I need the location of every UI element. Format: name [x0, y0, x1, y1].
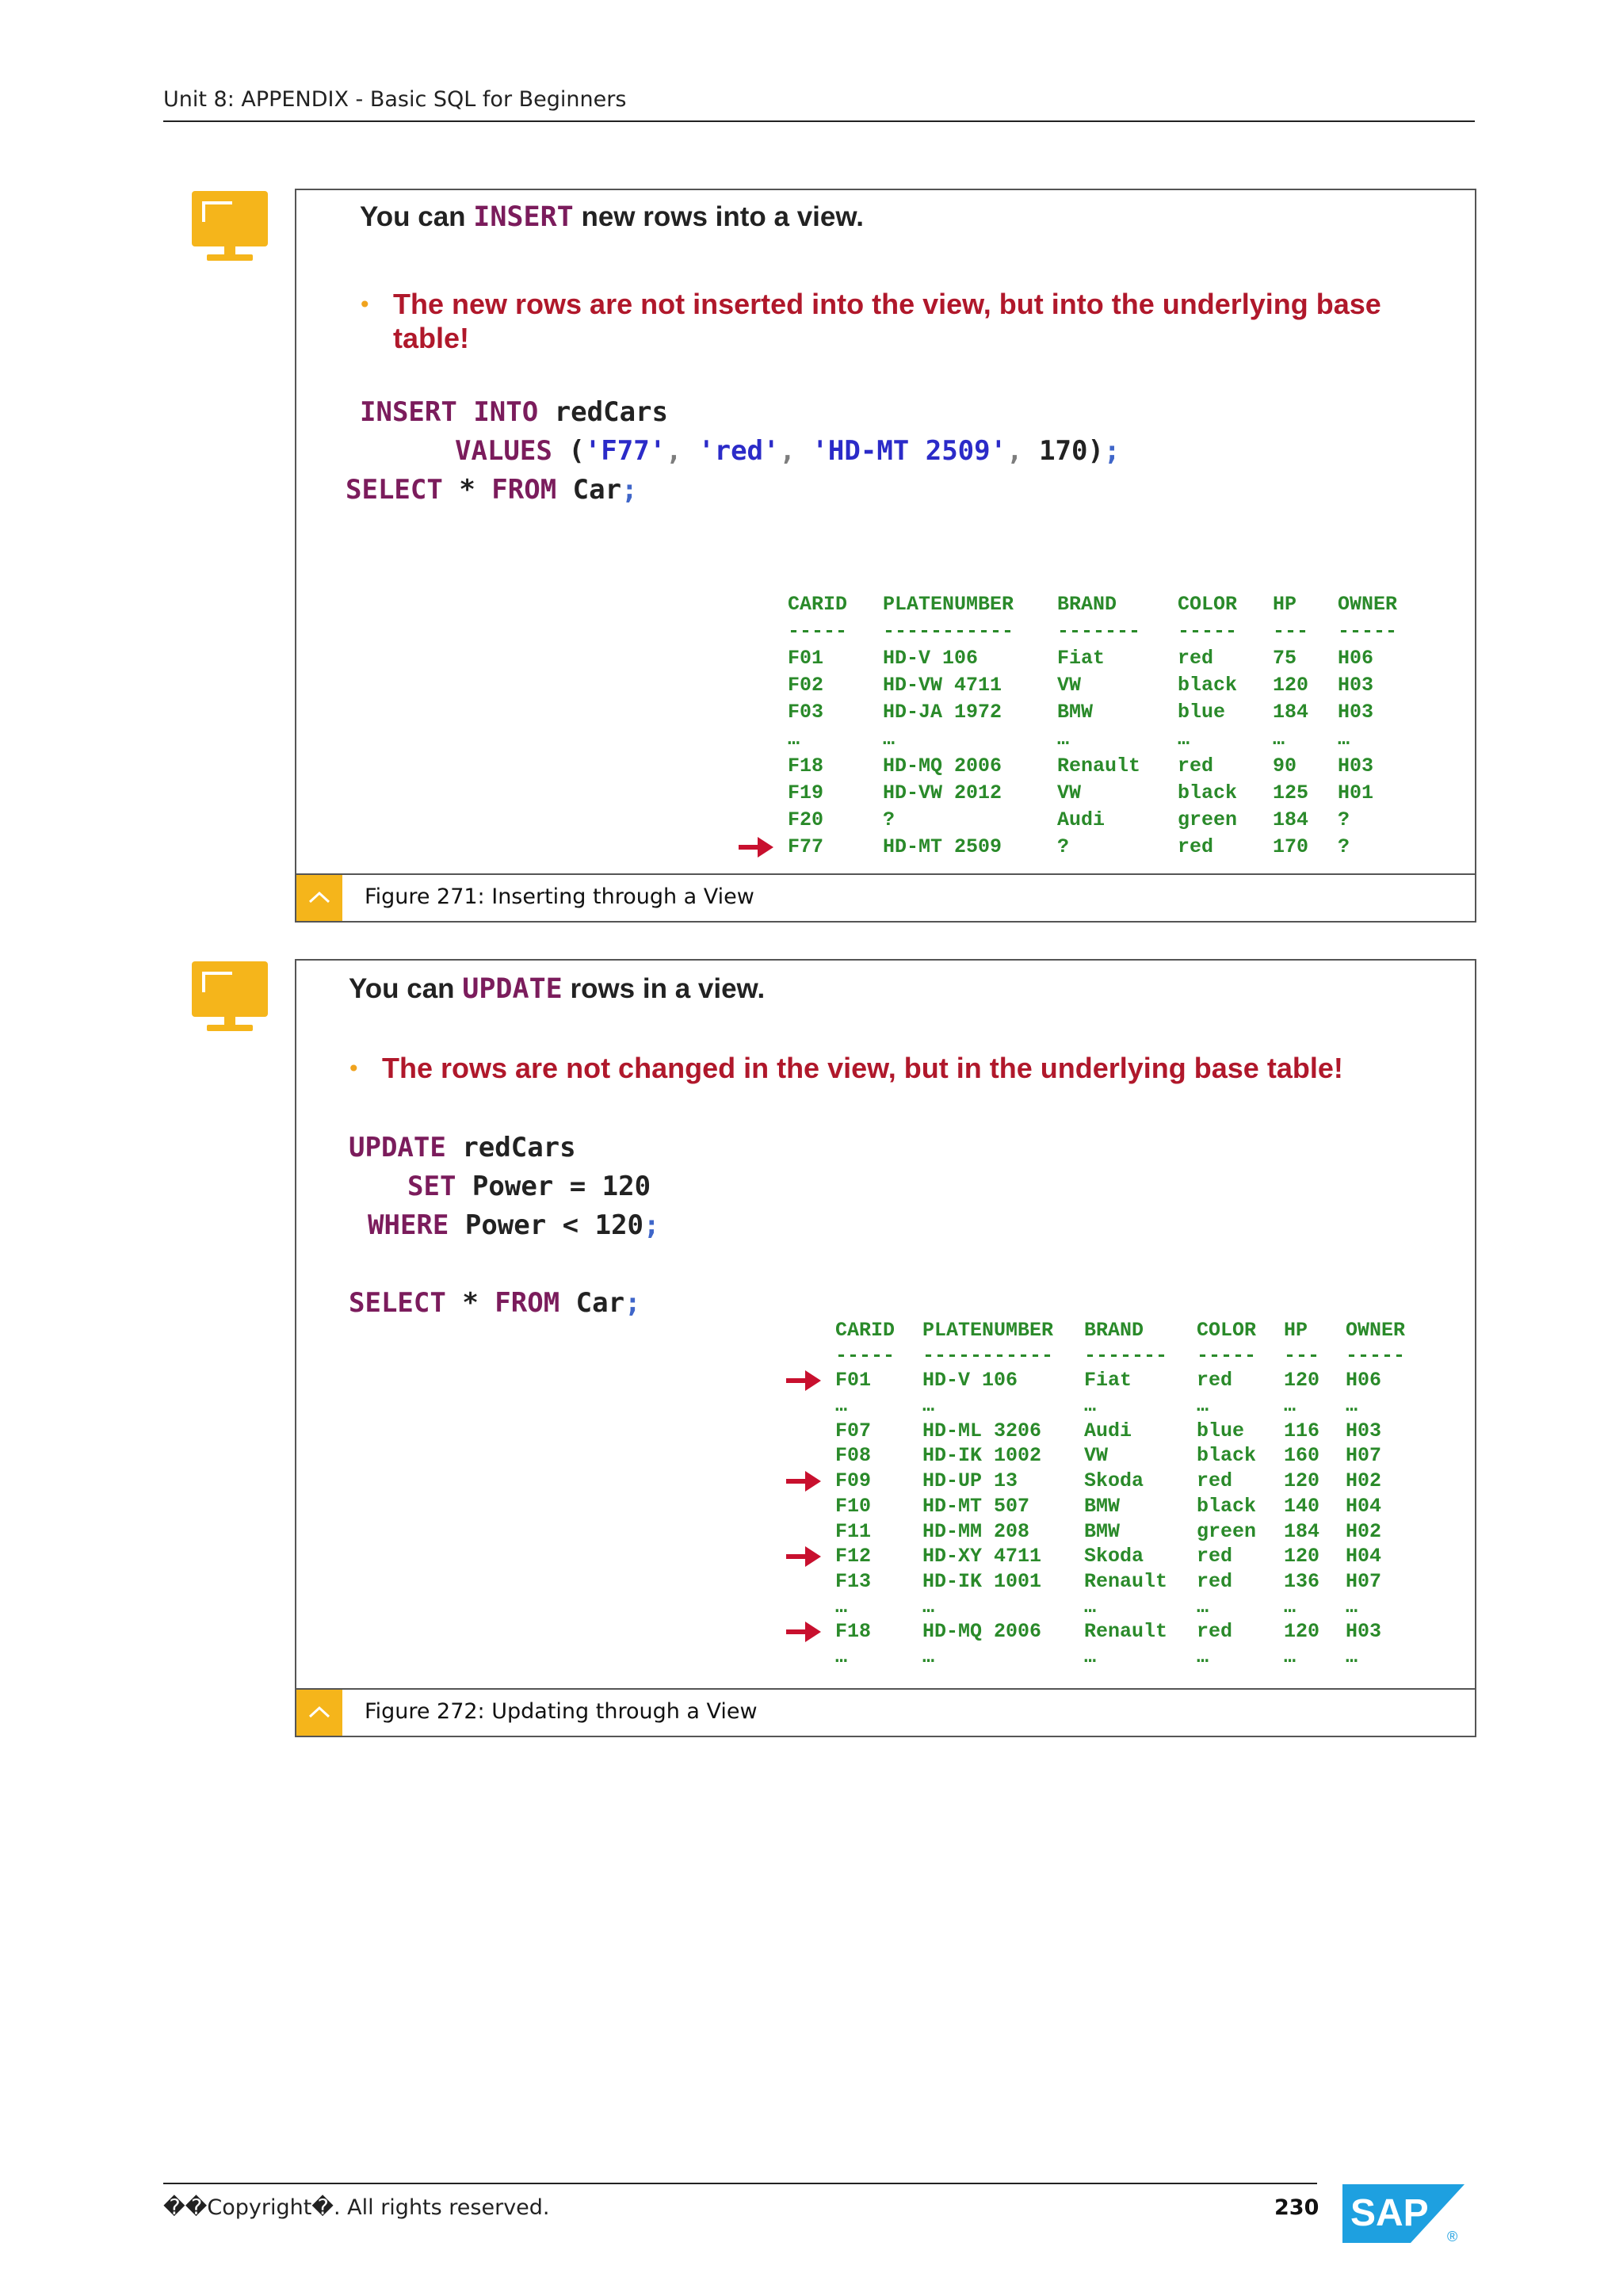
column-header: OWNER	[1338, 593, 1398, 616]
table-cell: -------	[1084, 1343, 1168, 1367]
table-cell: …	[1197, 1595, 1209, 1618]
heading-text: rows in a view.	[570, 973, 766, 1004]
chevron-up-icon	[307, 1703, 331, 1721]
sql-expression: Power < 120	[464, 1209, 644, 1241]
table-cell: BMW	[1084, 1494, 1121, 1518]
figure-caption: Figure 271: Inserting through a View	[365, 884, 754, 909]
table-cell: …	[1057, 728, 1070, 751]
table-cell: -----	[1338, 620, 1398, 643]
table-cell: HD-VW 4711	[883, 674, 1002, 697]
table-cell: …	[835, 1394, 848, 1418]
table-cell: F20	[788, 808, 824, 831]
table-cell: red	[1197, 1469, 1233, 1493]
presentation-screen-icon	[192, 191, 268, 261]
table-cell: F01	[835, 1369, 872, 1392]
column-header: HP	[1273, 593, 1297, 616]
figure-271	[295, 189, 1476, 923]
column-header: CARID	[788, 593, 848, 616]
sql-string: 'F77'	[584, 435, 666, 467]
table-cell: ?	[1057, 835, 1070, 858]
table-cell: H07	[1346, 1569, 1382, 1593]
collapse-button[interactable]	[296, 1690, 342, 1736]
table-cell: -----------	[922, 1343, 1054, 1367]
table-cell: 120	[1273, 674, 1309, 697]
sql-keyword: SET	[407, 1171, 456, 1202]
table-cell: …	[922, 1394, 935, 1418]
sql-identifier: Car	[572, 474, 622, 506]
table-cell: …	[1273, 728, 1285, 751]
table-cell: ?	[883, 808, 896, 831]
heading-keyword: INSERT	[473, 201, 574, 233]
table-cell: …	[1197, 1645, 1209, 1668]
table-cell: …	[1178, 728, 1190, 751]
header-rule	[163, 120, 1475, 122]
table-cell: H03	[1346, 1620, 1382, 1644]
table-cell: H03	[1338, 701, 1374, 724]
table-cell: HD-V 106	[883, 647, 979, 670]
table-cell: 160	[1284, 1444, 1320, 1468]
sql-string: 'red'	[698, 435, 780, 467]
figure-272	[295, 959, 1476, 1737]
table-cell: VW	[1084, 1444, 1109, 1468]
sql-keyword: INTO	[473, 396, 539, 428]
table-cell: H03	[1338, 755, 1374, 777]
table-cell: H03	[1346, 1419, 1382, 1442]
table-cell: …	[835, 1645, 848, 1668]
table-cell: HD-IK 1001	[922, 1569, 1042, 1593]
table-cell: ---	[1273, 620, 1309, 643]
table-cell: …	[1197, 1394, 1209, 1418]
table-cell: …	[1084, 1394, 1097, 1418]
table-cell: 184	[1273, 701, 1309, 724]
table-cell: -----	[1346, 1343, 1406, 1367]
heading-text: You can	[360, 201, 466, 232]
column-header: COLOR	[1178, 593, 1238, 616]
table-cell: red	[1197, 1545, 1233, 1568]
table-cell: HD-JA 1972	[883, 701, 1002, 724]
table-cell: 75	[1273, 647, 1297, 670]
sql-comma: ,	[779, 435, 796, 467]
table-cell: 125	[1273, 781, 1309, 804]
table-cell: Skoda	[1084, 1545, 1144, 1568]
sql-comma: ,	[666, 435, 682, 467]
sql-paren: (	[568, 435, 585, 467]
table-cell: F77	[788, 835, 824, 858]
sql-comma: ,	[1006, 435, 1023, 467]
slide-heading	[360, 201, 864, 233]
registered-mark: ®	[1447, 2229, 1458, 2243]
table-cell: red	[1178, 755, 1214, 777]
footer-rule	[163, 2183, 1317, 2184]
sql-keyword: FROM	[491, 474, 557, 506]
sql-identifier: redCars	[554, 396, 668, 428]
table-cell: …	[922, 1645, 935, 1668]
sql-star: *	[462, 1287, 479, 1319]
table-cell: 170	[1273, 835, 1309, 858]
table-cell: HD-MQ 2006	[883, 755, 1002, 777]
table-cell: red	[1197, 1569, 1233, 1593]
table-cell: 120	[1284, 1369, 1320, 1392]
table-cell: HD-ML 3206	[922, 1419, 1042, 1442]
table-cell: 120	[1284, 1620, 1320, 1644]
table-cell: F12	[835, 1545, 872, 1568]
table-cell: BMW	[1057, 701, 1094, 724]
table-cell: …	[883, 728, 896, 751]
table-cell: -----	[835, 1343, 896, 1367]
sql-values-line	[455, 432, 1120, 471]
table-cell: …	[1284, 1645, 1296, 1668]
table-cell: F18	[835, 1620, 872, 1644]
table-cell: Audi	[1057, 808, 1106, 831]
caption-bar	[296, 873, 1475, 921]
table-cell: 90	[1273, 755, 1297, 777]
table-cell: blue	[1178, 701, 1226, 724]
table-cell: F18	[788, 755, 824, 777]
column-header: COLOR	[1197, 1319, 1257, 1342]
caption-bar	[296, 1688, 1475, 1736]
table-cell: HD-V 106	[922, 1369, 1018, 1392]
row-arrow-icon	[786, 1369, 823, 1392]
table-cell: Fiat	[1084, 1369, 1132, 1392]
table-cell: F19	[788, 781, 824, 804]
table-cell: F09	[835, 1469, 872, 1493]
sql-keyword: FROM	[495, 1287, 560, 1319]
table-cell: HD-MT 2509	[883, 835, 1002, 858]
sql-star: *	[459, 474, 475, 506]
table-cell: F02	[788, 674, 824, 697]
table-cell: H06	[1338, 647, 1374, 670]
sql-select-line	[346, 471, 638, 510]
table-cell: F10	[835, 1494, 872, 1518]
table-cell: 136	[1284, 1569, 1320, 1593]
table-cell: H02	[1346, 1519, 1382, 1543]
slide-bullet: The new rows are not inserted into the view, but into the underlying base table!	[393, 288, 1381, 354]
table-cell: Renault	[1084, 1620, 1168, 1644]
heading-keyword: UPDATE	[462, 973, 563, 1005]
table-cell: H07	[1346, 1444, 1382, 1468]
sql-keyword: WHERE	[368, 1209, 449, 1241]
table-cell: 140	[1284, 1494, 1320, 1518]
table-cell: H02	[1346, 1469, 1382, 1493]
table-cell: -----	[1197, 1343, 1257, 1367]
table-cell: F07	[835, 1419, 872, 1442]
sql-semicolon: ;	[1103, 435, 1121, 467]
table-cell: HD-MQ 2006	[922, 1620, 1042, 1644]
sql-keyword: UPDATE	[349, 1132, 446, 1163]
table-cell: HD-VW 2012	[883, 781, 1002, 804]
table-cell: red	[1178, 835, 1214, 858]
table-cell: black	[1178, 674, 1238, 697]
sql-keyword: SELECT	[346, 474, 443, 506]
table-cell: 120	[1284, 1545, 1320, 1568]
sql-keyword: INSERT	[360, 396, 457, 428]
table-cell: 120	[1284, 1469, 1320, 1493]
sql-number: 170)	[1039, 435, 1104, 467]
sql-expression: Power = 120	[472, 1171, 651, 1202]
column-header: PLATENUMBER	[883, 593, 1014, 616]
table-cell: H03	[1338, 674, 1374, 697]
table-cell: HD-XY 4711	[922, 1545, 1042, 1568]
table-cell: black	[1178, 781, 1238, 804]
column-header: PLATENUMBER	[922, 1319, 1054, 1342]
table-cell: F03	[788, 701, 824, 724]
sql-keyword: SELECT	[349, 1287, 446, 1319]
table-cell: VW	[1057, 781, 1082, 804]
table-cell: 184	[1273, 808, 1309, 831]
column-header: CARID	[835, 1319, 896, 1342]
column-header: HP	[1284, 1319, 1308, 1342]
table-cell: HD-MM 208	[922, 1519, 1030, 1543]
table-cell: Renault	[1084, 1569, 1168, 1593]
table-cell: green	[1178, 808, 1238, 831]
table-cell: H04	[1346, 1545, 1382, 1568]
table-cell: 184	[1284, 1519, 1320, 1543]
row-arrow-icon	[786, 1469, 823, 1493]
figure-caption: Figure 272: Updating through a View	[365, 1699, 758, 1724]
table-cell: HD-IK 1002	[922, 1444, 1042, 1468]
heading-text: new rows into a view.	[581, 201, 865, 232]
table-cell: F08	[835, 1444, 872, 1468]
table-cell: …	[1084, 1645, 1097, 1668]
bullet-dot-icon: •	[347, 1056, 361, 1082]
slide-heading	[349, 973, 765, 1005]
table-cell: green	[1197, 1519, 1257, 1543]
table-cell: …	[788, 728, 800, 751]
sql-identifier: redCars	[462, 1132, 576, 1163]
table-cell: -----------	[883, 620, 1014, 643]
table-cell: VW	[1057, 674, 1082, 697]
slide-bullet: The rows are not changed in the view, but in the underlying base table!	[382, 1052, 1343, 1084]
row-arrow-icon	[739, 835, 775, 859]
table-cell: F11	[835, 1519, 872, 1543]
table-cell: ?	[1338, 808, 1350, 831]
slide-insert	[296, 190, 1475, 873]
sql-semicolon: ;	[621, 474, 638, 506]
table-cell: ---	[1284, 1343, 1320, 1367]
presentation-screen-icon	[192, 961, 268, 1031]
row-arrow-icon	[786, 1545, 823, 1568]
table-cell: Skoda	[1084, 1469, 1144, 1493]
table-cell: -----	[788, 620, 848, 643]
sql-where-line	[368, 1206, 660, 1245]
column-header: BRAND	[1084, 1319, 1144, 1342]
table-cell: …	[1346, 1645, 1358, 1668]
column-header: BRAND	[1057, 593, 1117, 616]
copyright-notice: ��Copyright�. All rights reserved.	[163, 2195, 550, 2220]
table-cell: H06	[1346, 1369, 1382, 1392]
sql-set-line	[407, 1167, 651, 1206]
table-cell: black	[1197, 1494, 1257, 1518]
table-cell: …	[1284, 1394, 1296, 1418]
table-cell: red	[1197, 1369, 1233, 1392]
table-cell: -----	[1178, 620, 1238, 643]
sql-keyword: VALUES	[455, 435, 552, 467]
table-cell: HD-UP 13	[922, 1469, 1018, 1493]
table-cell: -------	[1057, 620, 1141, 643]
row-arrow-icon	[786, 1620, 823, 1644]
table-cell: …	[1284, 1595, 1296, 1618]
sap-logo-text: SAP	[1350, 2192, 1429, 2234]
table-cell: …	[1338, 728, 1350, 751]
table-cell: HD-MT 507	[922, 1494, 1030, 1518]
sql-semicolon: ;	[643, 1209, 660, 1241]
table-cell: …	[1084, 1595, 1097, 1618]
table-cell: F01	[788, 647, 824, 670]
chevron-up-icon	[307, 888, 331, 906]
table-cell: blue	[1197, 1419, 1245, 1442]
table-cell: …	[922, 1595, 935, 1618]
table-cell: …	[1346, 1595, 1358, 1618]
table-cell: black	[1197, 1444, 1257, 1468]
sap-logo	[1342, 2179, 1469, 2243]
heading-text: You can	[349, 973, 455, 1004]
running-header: Unit 8: APPENDIX - Basic SQL for Beginners	[163, 87, 627, 112]
sql-select-line	[349, 1284, 641, 1323]
sql-code-block	[360, 393, 668, 432]
table-cell: red	[1178, 647, 1214, 670]
sql-identifier: Car	[575, 1287, 625, 1319]
table-cell: H04	[1346, 1494, 1382, 1518]
table-cell: 116	[1284, 1419, 1320, 1442]
table-cell: Fiat	[1057, 647, 1106, 670]
table-cell: BMW	[1084, 1519, 1121, 1543]
table-cell: …	[835, 1595, 848, 1618]
table-cell: Audi	[1084, 1419, 1132, 1442]
sql-string: 'HD-MT 2509'	[812, 435, 1007, 467]
table-cell: …	[1346, 1394, 1358, 1418]
sql-semicolon: ;	[624, 1287, 641, 1319]
table-cell: Renault	[1057, 755, 1141, 777]
table-cell: ?	[1338, 835, 1350, 858]
sql-update-line	[349, 1129, 576, 1167]
column-header: OWNER	[1346, 1319, 1406, 1342]
slide-update	[296, 961, 1475, 1688]
bullet-dot-icon: •	[358, 292, 372, 318]
collapse-button[interactable]	[296, 875, 342, 921]
table-cell: red	[1197, 1620, 1233, 1644]
page-number: 230	[1274, 2195, 1319, 2220]
table-cell: H01	[1338, 781, 1374, 804]
table-cell: F13	[835, 1569, 872, 1593]
